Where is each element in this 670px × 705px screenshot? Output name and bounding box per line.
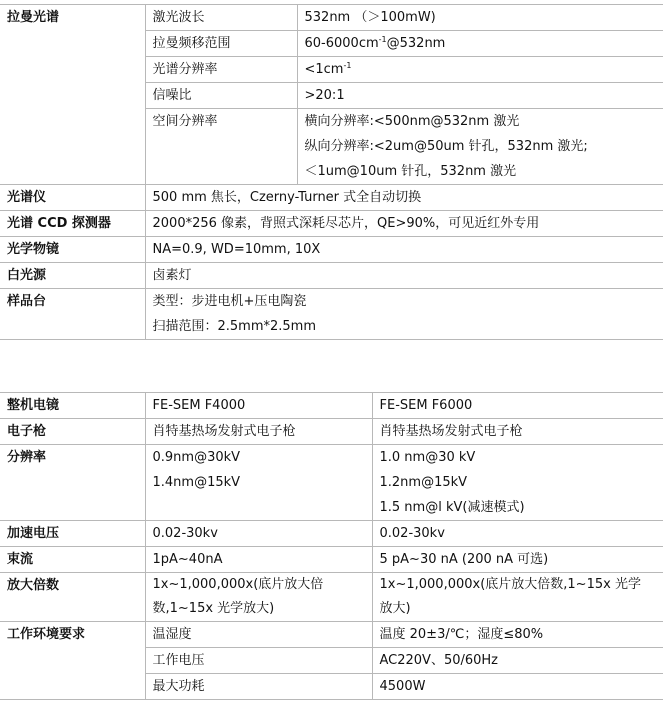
- param-value: [297, 31, 663, 57]
- model-a-value: 0.02-30kv: [145, 521, 372, 547]
- model-a-value: FE-SEM F4000: [145, 393, 372, 419]
- param-value: AC220V、50/60Hz: [372, 648, 663, 674]
- value-line: 1x~1,000,000x(底片放大倍数,1~15x 光学: [379, 577, 641, 592]
- row-header: 放大倍数: [0, 573, 145, 622]
- table-row: [0, 445, 663, 521]
- row-header: 拉曼光谱: [0, 5, 145, 185]
- row-header: 分辨率: [0, 445, 145, 521]
- model-a-value: 1pA~40nA: [145, 547, 372, 573]
- param-label: 信噪比: [145, 83, 297, 109]
- param-value: 532nm （＞100mW): [297, 5, 663, 31]
- param-label: 拉曼频移范围: [145, 31, 297, 57]
- table-row: [0, 393, 663, 419]
- table-row: [0, 263, 663, 289]
- model-b-value: [372, 445, 663, 521]
- row-value: 2000*256 像素，背照式深耗尽芯片，QE>90%，可见近红外专用: [145, 211, 663, 237]
- table-row: [0, 547, 663, 573]
- row-header: 光谱仪: [0, 185, 145, 211]
- value-line: 纵向分辨率:<2um@50um 针孔，532nm 激光;: [304, 139, 588, 154]
- param-label: 激光波长: [145, 5, 297, 31]
- param-label: 最大功耗: [145, 674, 372, 700]
- value-text: 60-6000cm: [304, 36, 379, 51]
- row-header: 光谱 CCD 探测器: [0, 211, 145, 237]
- row-value: NA=0.9, WD=10mm, 10X: [145, 237, 663, 263]
- param-value: >20:1: [297, 83, 663, 109]
- row-header: 工作环境要求: [0, 622, 145, 700]
- row-header: 白光源: [0, 263, 145, 289]
- value-line: 1.2nm@15kV: [379, 475, 468, 490]
- table-row: [0, 573, 663, 622]
- table-row: [0, 521, 663, 547]
- row-header: 整机电镜: [0, 393, 145, 419]
- value-text: <1cm: [304, 62, 344, 77]
- model-b-value: FE-SEM F6000: [372, 393, 663, 419]
- model-a-value: [145, 445, 372, 521]
- table-row: [0, 289, 663, 340]
- model-b-value: 5 pA~30 nA (200 nA 可选): [372, 547, 663, 573]
- row-header: 电子枪: [0, 419, 145, 445]
- model-b-value: 肖特基热场发射式电子枪: [372, 419, 663, 445]
- value-line: ＜1um@10um 针孔，532nm 激光: [304, 164, 517, 179]
- value-line: 数,1~15x 光学放大): [152, 601, 275, 616]
- model-b-value: [372, 573, 663, 622]
- row-header: 样品台: [0, 289, 145, 340]
- row-value: 500 mm 焦长，Czerny-Turner 式全自动切换: [145, 185, 663, 211]
- value-line: 0.9nm@30kV: [152, 450, 241, 465]
- param-value: [297, 109, 663, 185]
- table-row: [0, 622, 663, 648]
- value-line: 1x~1,000,000x(底片放大倍: [152, 577, 324, 592]
- row-header: 束流: [0, 547, 145, 573]
- value-text: @532nm: [386, 36, 446, 51]
- table-row: [0, 211, 663, 237]
- table-row: [0, 419, 663, 445]
- param-label: 工作电压: [145, 648, 372, 674]
- value-line: 扫描范围：2.5mm*2.5mm: [152, 319, 317, 334]
- model-a-value: [145, 573, 372, 622]
- row-header: 加速电压: [0, 521, 145, 547]
- value-line: 类型：步进电机+压电陶瓷: [152, 294, 307, 309]
- model-a-value: 肖特基热场发射式电子枪: [145, 419, 372, 445]
- row-header: 光学物镜: [0, 237, 145, 263]
- value-line: 横向分辨率:<500nm@532nm 激光: [304, 114, 520, 129]
- param-value: [297, 57, 663, 83]
- param-label: 光谱分辨率: [145, 57, 297, 83]
- param-label: 空间分辨率: [145, 109, 297, 185]
- param-label: 温湿度: [145, 622, 372, 648]
- value-line: 1.0 nm@30 kV: [379, 450, 476, 465]
- value-superscript: -1: [343, 61, 352, 70]
- param-value: 4500W: [372, 674, 663, 700]
- table-row: [0, 185, 663, 211]
- table-row: [0, 5, 663, 31]
- value-line: 1.5 nm@l kV(减速模式): [379, 500, 525, 515]
- row-value: [145, 289, 663, 340]
- value-line: 放大): [379, 601, 411, 616]
- sem-spec-table: [0, 392, 663, 700]
- row-value: 卤素灯: [145, 263, 663, 289]
- value-superscript: -1: [378, 35, 387, 44]
- model-b-value: 0.02-30kv: [372, 521, 663, 547]
- table-row: [0, 237, 663, 263]
- raman-spec-table: [0, 4, 663, 340]
- param-value: 温度 20±3/℃；湿度≤80%: [372, 622, 663, 648]
- value-line: 1.4nm@15kV: [152, 475, 241, 490]
